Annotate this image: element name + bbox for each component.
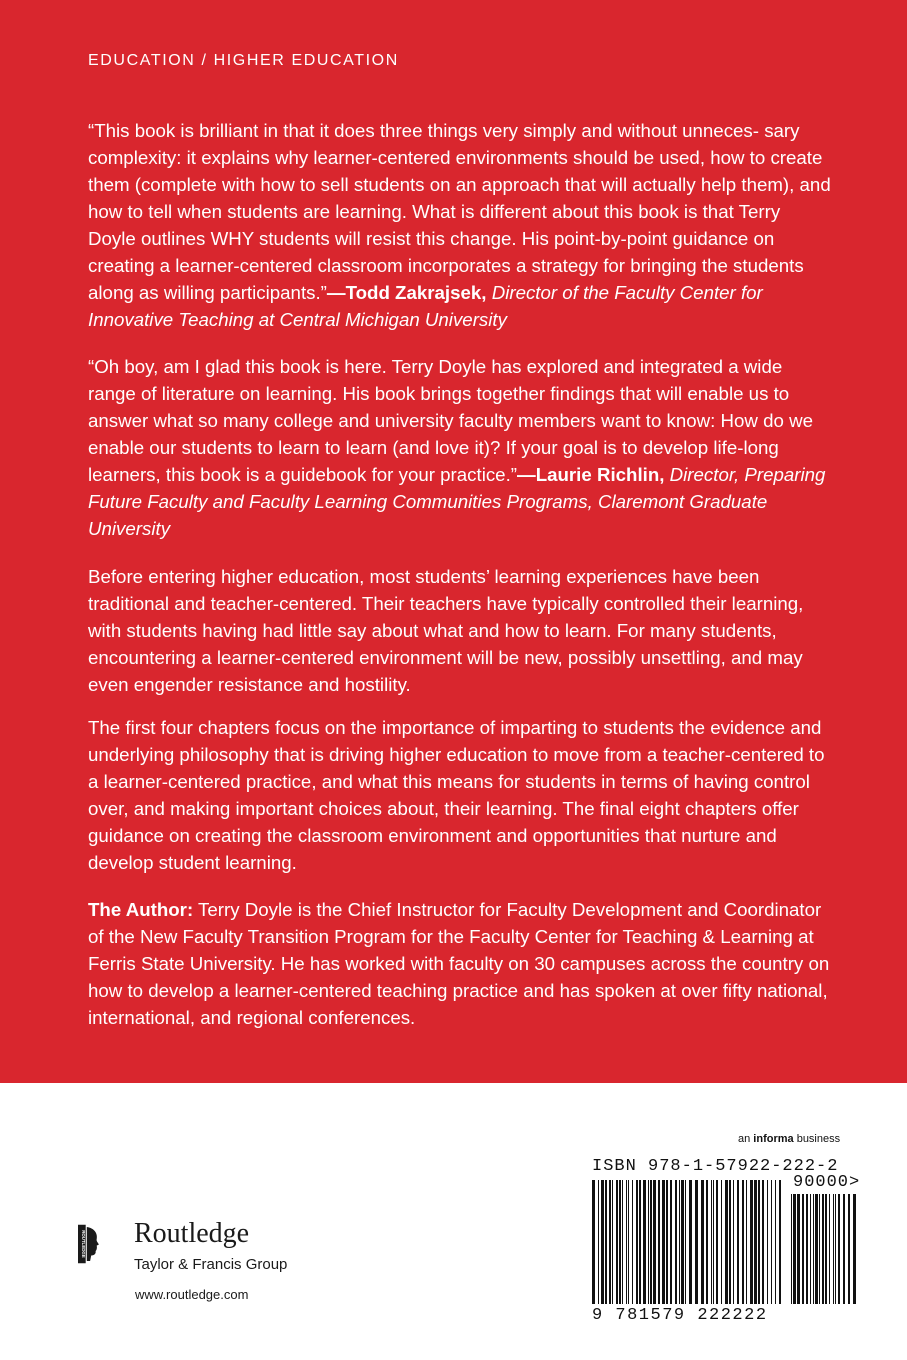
- informa-brand: informa: [753, 1133, 794, 1145]
- barcode-bar: [628, 1180, 629, 1304]
- review-2: [88, 353, 833, 542]
- barcode-bar: [679, 1180, 680, 1304]
- barcode-bar: [670, 1180, 672, 1304]
- barcode-bar: [639, 1180, 641, 1304]
- informa-suffix: business: [793, 1133, 841, 1145]
- barcode-bar: [793, 1194, 796, 1304]
- barcode-bar: [636, 1180, 638, 1304]
- barcode-bar: [622, 1180, 623, 1304]
- barcode-bar: [802, 1194, 804, 1304]
- barcode-bar: [713, 1180, 714, 1304]
- barcode-bar: [819, 1194, 820, 1304]
- barcode-bar: [619, 1180, 621, 1304]
- barcode-bar: [650, 1180, 652, 1304]
- routledge-head-icon: [78, 1210, 100, 1278]
- author-bio-label: The Author:: [88, 899, 194, 920]
- publisher-name: Routledge: [134, 1218, 250, 1249]
- barcode-bar: [689, 1180, 692, 1304]
- barcode-bar: [835, 1194, 836, 1304]
- barcode-bar: [806, 1194, 808, 1304]
- barcode-bar: [838, 1194, 840, 1304]
- description-1: Before entering higher education, most students’ learning experiences have been traditional and teacher-centered. Their teachers have typically controlled their learning, with students having had little say about what and how to learn. For many students, encountering a learner-centered environment will be new, possibly unsettling, and may even engender resistance and hostility.: [88, 566, 804, 695]
- barcode-bar: [815, 1194, 818, 1304]
- barcode-bar: [711, 1180, 712, 1304]
- barcode-bar: [653, 1180, 656, 1304]
- barcode-bar: [822, 1194, 824, 1304]
- barcode-bar: [771, 1180, 772, 1304]
- barcode-bar: [662, 1180, 665, 1304]
- barcode-bar: [843, 1194, 845, 1304]
- isbn-barcode: [592, 1180, 784, 1304]
- barcode-bar: [601, 1180, 604, 1304]
- barcode-bar: [742, 1180, 744, 1304]
- review-2-author: —Laurie Richlin,: [517, 464, 665, 485]
- barcode-bar: [725, 1180, 728, 1304]
- barcode-bar: [609, 1180, 611, 1304]
- publisher-group: Taylor & Francis Group: [134, 1256, 288, 1273]
- barcode-bar: [626, 1180, 627, 1304]
- barcode-bar: [758, 1180, 760, 1304]
- barcode-bar: [716, 1180, 718, 1304]
- barcode-bar: [767, 1180, 768, 1304]
- barcode-bar: [810, 1194, 811, 1304]
- publisher-url: www.routledge.com: [135, 1287, 249, 1302]
- review-2-text: “Oh boy, am I glad this book is here. Terry Doyle has explored and integrated a wide range of literature on learning. His book brings together findings that will enable us to answer what so many college and university faculty members want to know: How do we enable our students to learn to learn (and love it)? If your goal is to develop life-long learners, this book is a guidebook for your practice.”: [88, 356, 813, 485]
- barcode-bar: [592, 1180, 595, 1304]
- barcode-bar: [729, 1180, 731, 1304]
- barcode-bar: [616, 1180, 618, 1304]
- barcode-bar: [737, 1180, 739, 1304]
- informa-prefix: an: [738, 1133, 754, 1145]
- barcode-bar: [675, 1180, 677, 1304]
- barcode-bar: [733, 1180, 734, 1304]
- description-2: The first four chapters focus on the importance of imparting to students the evidence and underlying philosophy that is driving higher education to move from a teacher-centered to a learner-centered practice, and what this means for students in terms of having control over, and making important choices about, their learning. The final eight chapters offer guidance on creating the classroom environment and opportunities that nurture and develop student learning.: [88, 717, 825, 873]
- informa-tagline: [738, 1133, 840, 1145]
- barcode-bar: [605, 1180, 607, 1304]
- isbn-label: ISBN 978-1-57922-222-2: [592, 1157, 839, 1176]
- category-label: EDUCATION / HIGHER EDUCATION: [88, 52, 399, 69]
- barcode-bar: [721, 1180, 722, 1304]
- barcode-bar: [612, 1180, 613, 1304]
- barcode-bar: [813, 1194, 814, 1304]
- barcode-bar: [658, 1180, 660, 1304]
- barcode-bar: [750, 1180, 753, 1304]
- barcode-bar: [848, 1194, 850, 1304]
- barcode-bar: [775, 1180, 776, 1304]
- review-1-text: “This book is brilliant in that it does three things very simply and without unneces- sary complexity: it explains why learner-centered environments should be used, how to create them (complete with how to sell students on an approach that will actually help them), and how to tell when students are learning. What is different about this book is that Terry Doyle outlines WHY students will resist this change. His point-by-point guidance on creating a learner-centered classroom incorporates a strategy for bringing the students along as willing participants.”: [88, 120, 831, 303]
- barcode-bar: [825, 1194, 827, 1304]
- barcode-bar: [779, 1180, 781, 1304]
- barcode-bar: [746, 1180, 747, 1304]
- author-bio: [88, 896, 833, 1031]
- barcode-bar: [797, 1194, 800, 1304]
- barcode-bar: [632, 1180, 633, 1304]
- barcode-bar: [598, 1180, 599, 1304]
- barcode-bar: [762, 1180, 764, 1304]
- review-1-affiliation: Director of the Faculty Center for Innovative Teaching at Central Michigan University: [88, 282, 763, 330]
- review-1-author: —Todd Zakrajsek,: [326, 282, 487, 303]
- barcode-bar: [791, 1194, 792, 1304]
- barcode-bar: [853, 1194, 856, 1304]
- barcode-bar: [643, 1180, 646, 1304]
- barcode-bar: [829, 1194, 830, 1304]
- barcode-bar: [648, 1180, 649, 1304]
- price-addon-barcode: [791, 1194, 859, 1304]
- barcode-bar: [701, 1180, 704, 1304]
- barcode-bar: [754, 1180, 757, 1304]
- review-2-affiliation: Director, Preparing Future Faculty and Faculty Learning Communities Programs, Claremont Graduate University: [88, 464, 826, 539]
- barcode-bar: [681, 1180, 684, 1304]
- ean-number: 9 781579 222222: [592, 1306, 768, 1325]
- barcode-bar: [685, 1180, 686, 1304]
- author-bio-text: Terry Doyle is the Chief Instructor for Faculty Development and Coordinator of the New Faculty Transition Program for the Faculty Center for Teaching & Learning at Ferris State University. He has worked with faculty on 30 campuses across the country on how to develop a learner-centered teaching practice and has spoken at over fifty national, international, and regional conferences.: [88, 899, 830, 1028]
- routledge-vertical-wordmark: ROUTLEDGE: [80, 1230, 86, 1258]
- barcode-bar: [666, 1180, 668, 1304]
- barcode-bar: [695, 1180, 698, 1304]
- review-1: [88, 117, 833, 333]
- price-addon-label: 90000>: [793, 1173, 861, 1192]
- barcode-bar: [706, 1180, 708, 1304]
- barcode-bar: [833, 1194, 834, 1304]
